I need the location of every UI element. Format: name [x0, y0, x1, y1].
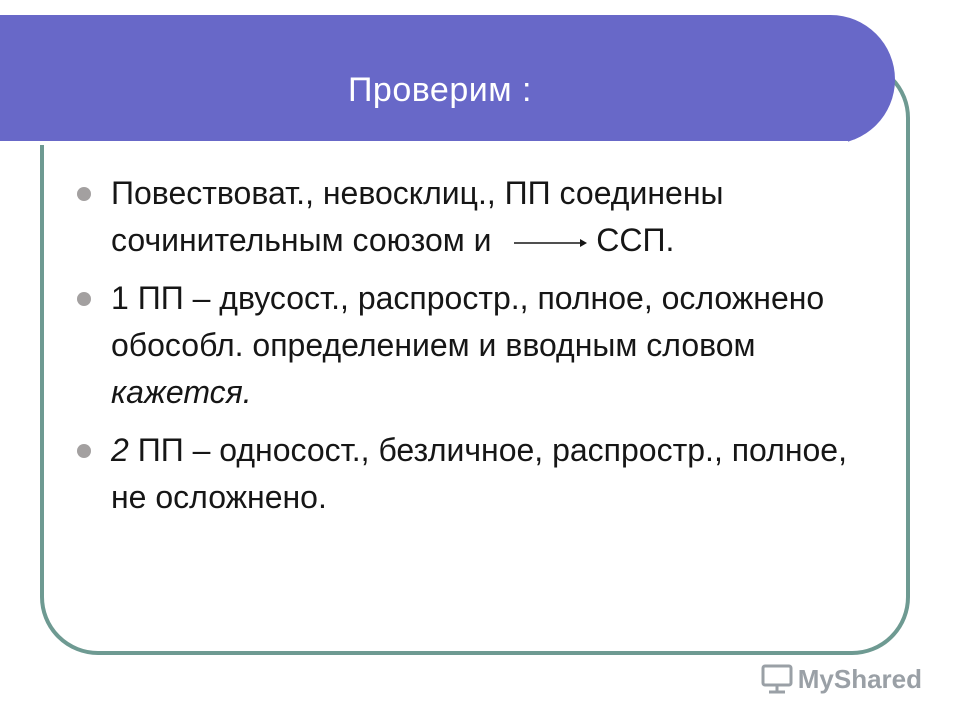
bullet-item: [75, 170, 875, 264]
bullet-item: [75, 427, 875, 521]
title-bar: [0, 15, 895, 144]
bullet-text: ПП – односост., безличное, распростр., полное, не осложнено.: [111, 432, 847, 515]
bullet-text: Повествоват., невосклиц., ПП соединены: [111, 175, 724, 211]
bullet-list: [75, 170, 875, 532]
bullet-dot: [77, 292, 91, 306]
italic-word: кажется.: [111, 374, 252, 410]
watermark-text: MyShared: [797, 663, 922, 694]
slide-title: Проверим :: [347, 71, 532, 109]
bullet-text: 1 ПП – двусост., распростр., полное, осложнено обособл. определением и вводным словом: [111, 280, 825, 363]
title-underline: [0, 141, 848, 145]
myshared-watermark: [760, 662, 922, 696]
bullet-text: ССП.: [596, 222, 675, 258]
arrow-right-icon: [514, 238, 587, 248]
italic-number: 2: [111, 432, 129, 468]
presentation-icon: [760, 664, 794, 694]
bullet-dot: [77, 444, 91, 458]
bullet-dot: [77, 187, 91, 201]
bullet-item: [75, 275, 875, 416]
bullet-text: сочинительным союзом и: [111, 222, 492, 258]
